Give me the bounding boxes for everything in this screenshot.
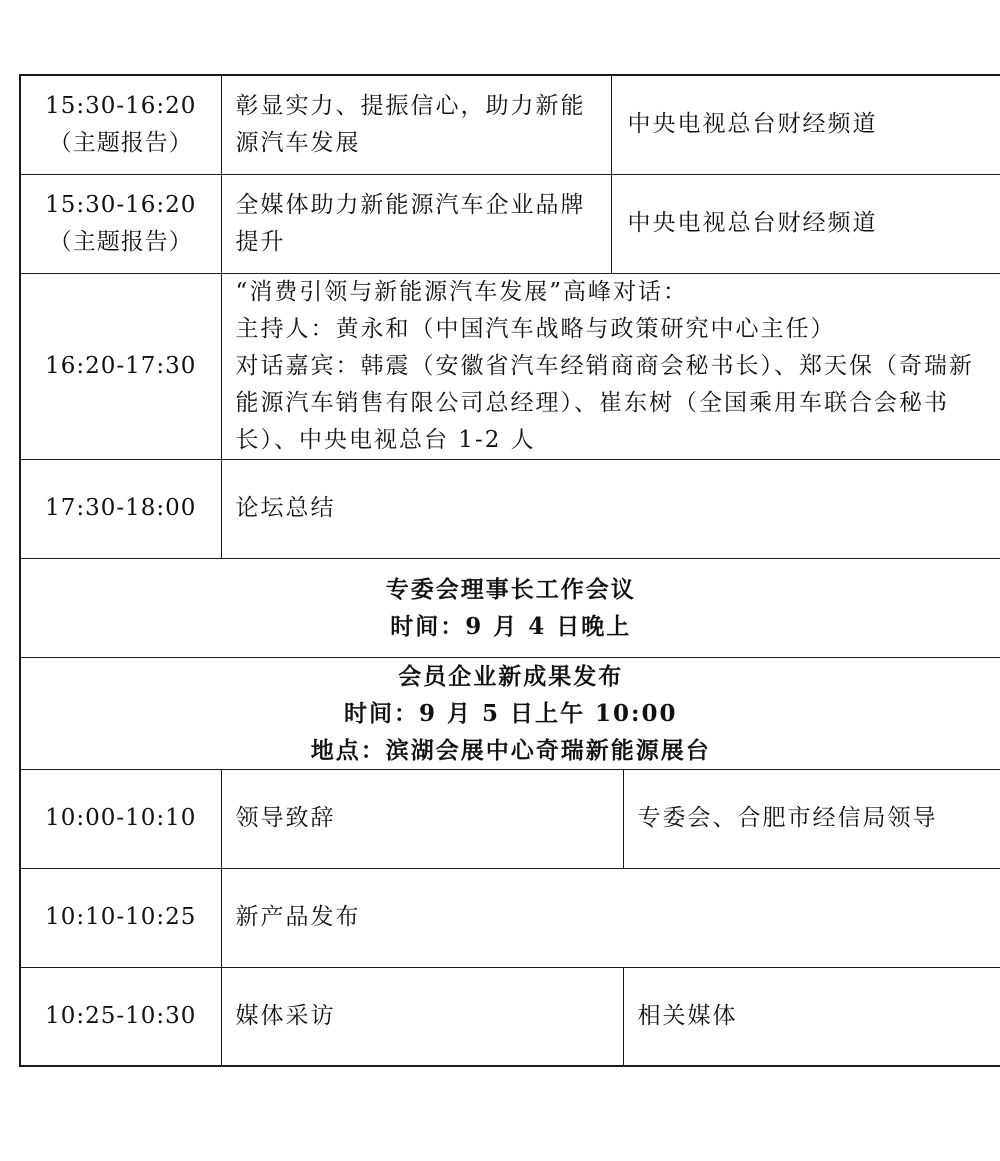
section-place: 地点：滨湖会展中心奇瑞新能源展台 [310,736,711,764]
time-cell: 16:20-17:30 [20,273,221,459]
table-row [20,868,1000,967]
topic-cell: 彰显实力、提振信心，助力新能源汽车发展 [221,75,611,174]
dialogue-guests: 对话嘉宾：韩震（安徽省汽车经销商商会秘书长）、郑天保（奇瑞新能源汽车销售有限公司总经理）、崔东树（全国乘用车联合会秘书长）、中央电视总台 1-2 人 [235,352,974,453]
section-time: 时间：9 月 4 日晚上 [390,612,632,640]
speaker-cell: 中央电视总台财经频道 [611,174,1000,273]
time-cell: 17:30-18:00 [20,459,221,558]
time-cell [20,174,221,273]
section-title: 会员企业新成果发布 [398,662,624,690]
section-time: 时间：9 月 5 日上午 10:00 [343,699,678,727]
speaker-cell: 相关媒体 [623,967,1000,1066]
table-row [20,459,1000,558]
table-row [20,75,1000,174]
section-title: 专委会理事长工作会议 [385,575,636,603]
table-row [20,657,1000,769]
time-range: 15:30-16:20 [45,92,197,119]
topic-cell: 媒体采访 [221,967,623,1066]
time-cell [20,75,221,174]
topic-cell: 新产品发布 [221,868,1000,967]
agenda-table [19,74,1000,1067]
dialogue-host: 主持人：黄永和（中国汽车战略与政策研究中心主任） [235,315,836,342]
time-cell: 10:00-10:10 [20,769,221,868]
table-row [20,558,1000,657]
time-cell: 10:10-10:25 [20,868,221,967]
topic-cell: 领导致辞 [221,769,623,868]
topic-cell: 论坛总结 [221,459,1000,558]
table-row [20,174,1000,273]
dialogue-title: “消费引领与新能源汽车发展”高峰对话： [235,278,689,305]
table-row [20,967,1000,1066]
section-header-meeting [20,558,1000,657]
table-row [20,273,1000,459]
time-note: （主题报告） [48,228,193,255]
speaker-cell: 专委会、合肥市经信局领导 [623,769,1000,868]
time-note: （主题报告） [48,129,193,156]
topic-cell: 全媒体助力新能源汽车企业品牌提升 [221,174,611,273]
dialogue-cell [221,273,1000,459]
section-header-release [20,657,1000,769]
speaker-cell: 中央电视总台财经频道 [611,75,1000,174]
time-range: 15:30-16:20 [45,191,197,218]
time-cell: 10:25-10:30 [20,967,221,1066]
table-row [20,769,1000,868]
